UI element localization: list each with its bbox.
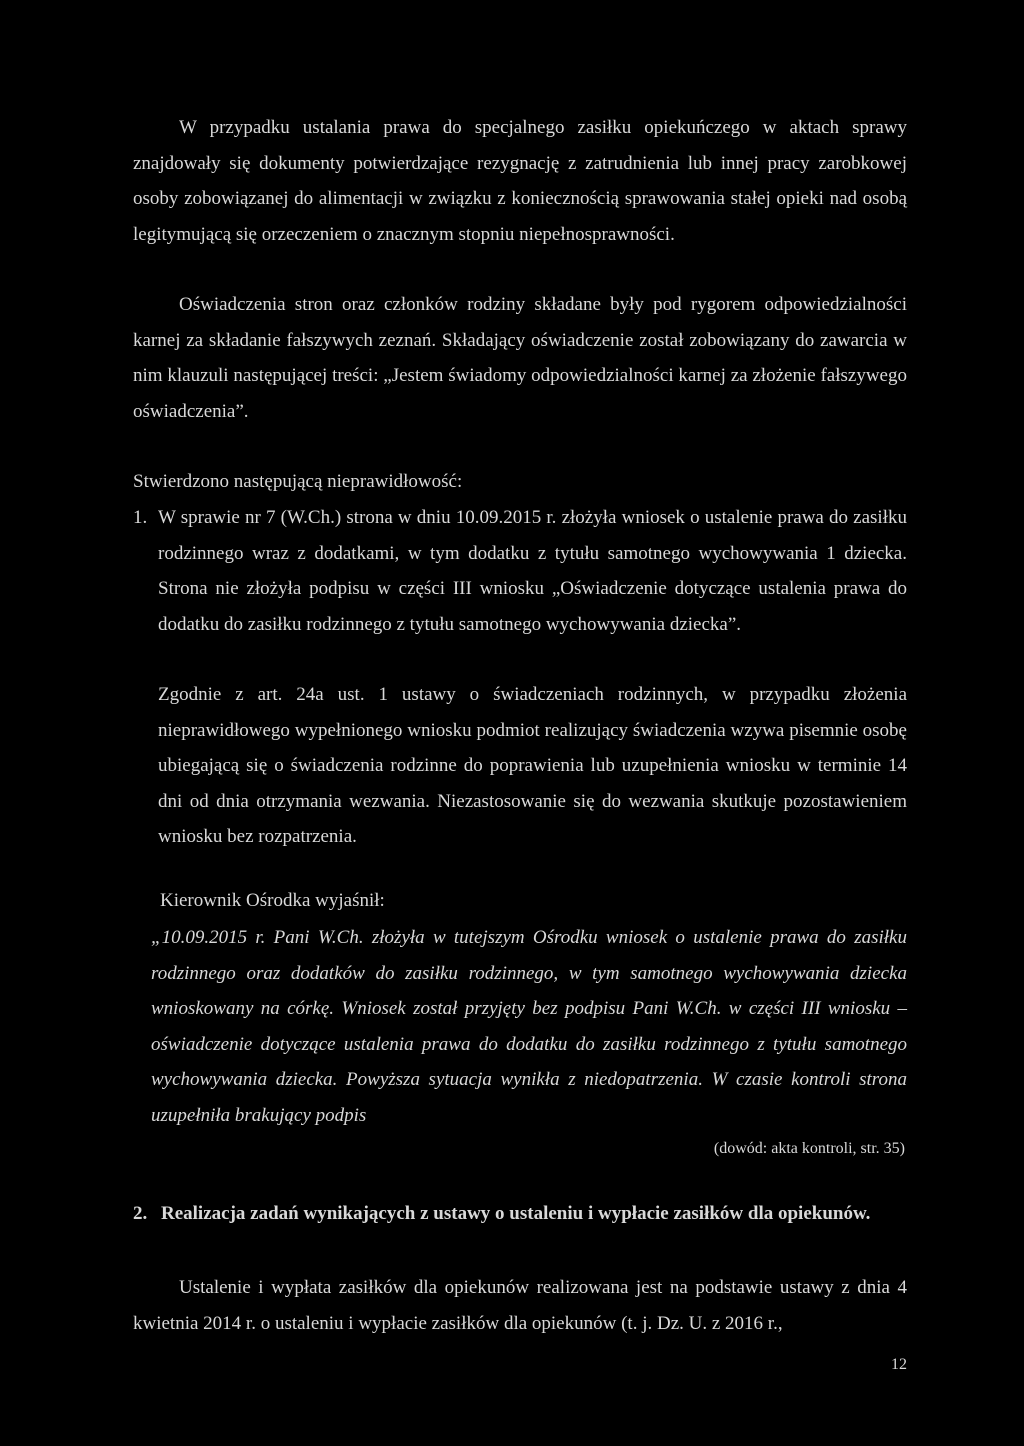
- page-number: 12: [891, 1356, 907, 1373]
- finding-item-number: 1.: [133, 507, 148, 528]
- section-2-heading: [133, 1196, 907, 1232]
- finding-item-1: [133, 500, 907, 642]
- explanation-intro: Kierownik Ośrodka wyjaśnił:: [160, 890, 385, 911]
- paragraph-special-care-allowance: W przypadku ustalania prawa do specjalnego zasiłku opiekuńczego w aktach sprawy znajdowały się dokumenty potwierdzające rezygnację z zatrudnienia lub innej pracy zarobkowej osoby zobowiązanej do alimentacji w związku z koniecznością sprawowania stałej opieki nad osobą legitymującą się orzeczeniem o znacznym stopniu niepełnosprawności.: [133, 117, 907, 245]
- finding-intro: Stwierdzono następującą nieprawidłowość:: [133, 471, 463, 492]
- paragraph-statements: Oświadczenia stron oraz członków rodziny składane były pod rygorem odpowiedzialności karnej za składanie fałszywych zeznań. Składający oświadczenie został zobowiązany do zawarcia w nim klauzuli następującej treści: „Jestem świadomy odpowiedzialności karnej za złożenie fałszywego oświadczenia”.: [133, 294, 907, 422]
- section-title: Realizacja zadań wynikających z ustawy o ustaleniu i wypłacie zasiłków dla opiekunów.: [161, 1203, 871, 1224]
- finding-item-text: W sprawie nr 7 (W.Ch.) strona w dniu 10.09.2015 r. złożyła wniosek o ustalenie prawa do zasiłku rodzinnego wraz z dodatkami, w tym dodatku z tytułu samotnego wychowywania 1 dziecka. Strona nie złożyła podpisu w części III wniosku „Oświadczenie dotyczące ustalenia prawa do dodatku do zasiłku rodzinnego z tytułu samotnego wychowywania dziecka”.: [158, 507, 907, 635]
- paragraph-caregiver-allowances: Ustalenie i wypłata zasiłków dla opiekunów realizowana jest na podstawie ustawy z dnia 4 kwietnia 2014 r. o ustaleniu i wypłacie zasiłków dla opiekunów (t. j. Dz. U. z 2016 r.,: [133, 1277, 907, 1334]
- evidence-reference: (dowód: akta kontroli, str. 35): [713, 1140, 905, 1157]
- explanation-quote: „10.09.2015 r. Pani W.Ch. złożyła w tutejszym Ośrodku wniosek o ustalenie prawa do zasiłku rodzinnego oraz dodatków do zasiłku rodzinnego, w tym samotnego wychowywania dziecka wnioskowany na córkę. Wniosek został przyjęty bez podpisu Pani W.Ch. w części III wniosku – oświadczenie dotyczące ustalenia prawa do dodatku do zasiłku rodzinnego z tytułu samotnego wychowywania dziecka. Powyższa sytuacja wynikła z niedopatrzenia. W czasie kontroli strona uzupełniła brakujący podpis: [151, 927, 907, 1126]
- section-number: 2.: [133, 1203, 148, 1224]
- legal-basis-paragraph: Zgodnie z art. 24a ust. 1 ustawy o świadczeniach rodzinnych, w przypadku złożenia nieprawidłowego wypełnionego wniosku podmiot realizujący świadczenia wzywa pisemnie osobę ubiegającą się o świadczenia rodzinne do poprawienia lub uzupełnienia wniosku w terminie 14 dni od dnia otrzymania wezwania. Niezastosowanie się do wezwania skutkuje pozostawieniem wniosku bez rozpatrzenia.: [158, 684, 907, 847]
